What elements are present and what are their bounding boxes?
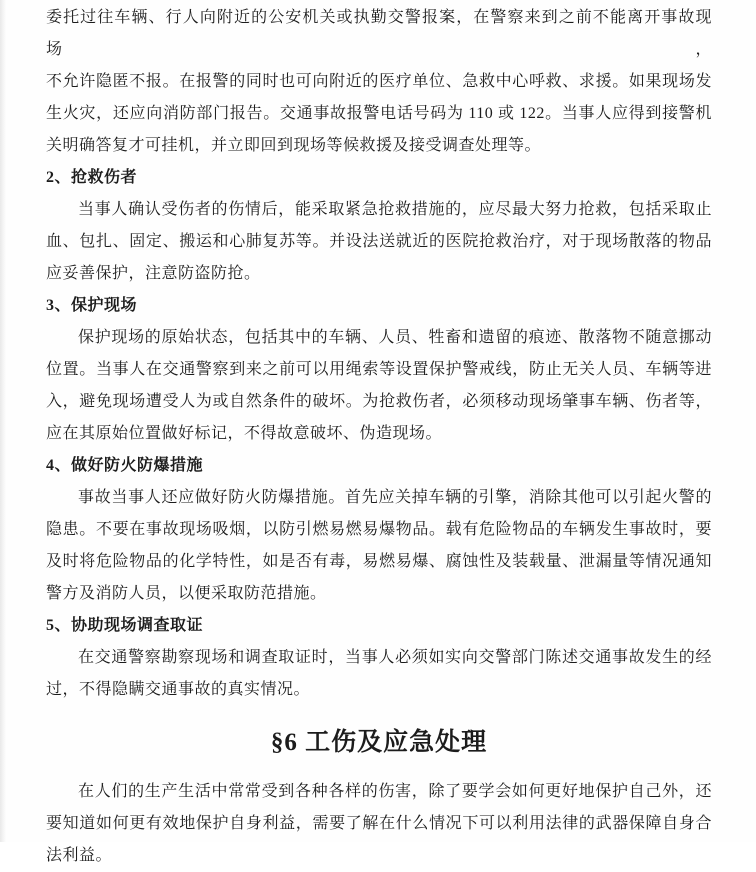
- section-heading-assist-investigation: 5、协助现场调查取证: [46, 617, 204, 634]
- paragraph-assist-investigation: [46, 642, 712, 706]
- body-line: 在交通警察勘察现场和调查取证时，当事人必须如实向交警部门陈述交通事故发生的经: [78, 649, 712, 666]
- body-line: 当事人确认受伤者的伤情后，能采取紧急抢救措施的，应尽最大努力抢救，包括采取止: [78, 201, 712, 218]
- body-line: 事故当事人还应做好防火防爆措施。首先应关掉车辆的引擎，消除其他可以引起火警的: [78, 489, 712, 506]
- paragraph-fire-prevention: [46, 482, 712, 610]
- body-line: 警方及消防人员，以便采取防范措施。: [46, 585, 327, 602]
- paragraph-work-injury-intro: [46, 776, 712, 872]
- body-line: 保护现场的原始状态，包括其中的车辆、人员、牲畜和遗留的痕迹、散落物不随意挪动: [78, 329, 712, 346]
- body-line: 隐患。不要在事故现场吸烟，以防引燃易燃易爆物品。载有危险物品的车辆发生事故时，要: [46, 521, 712, 538]
- body-line: 血、包扎、固定、搬运和心肺复苏等。并设法送就近的医院抢救治疗，对于现场散落的物品: [46, 233, 712, 250]
- body-line: 不允许隐匿不报。在报警的同时也可向附近的医疗单位、急救中心呼救、求援。如果现场发: [46, 73, 712, 90]
- body-line: 生火灾，还应向消防部门报告。交通事故报警电话号码为 110 或 122。当事人应得到接警机: [46, 105, 712, 122]
- paragraph-protect-scene: [46, 322, 712, 450]
- paragraph-continued: [46, 2, 712, 162]
- body-line: 应妥善保护，注意防盗防抢。: [46, 265, 261, 282]
- body-line: 过，不得隐瞒交通事故的真实情况。: [46, 681, 311, 698]
- section-heading-protect-scene: 3、保护现场: [46, 297, 138, 314]
- body-line: 要知道如何更有效地保护自身利益，需要了解在什么情况下可以利用法律的武器保障自身合: [46, 815, 712, 832]
- body-line: 应在其原始位置做好标记，不得故意破坏、伪造现场。: [46, 425, 443, 442]
- body-line: 及时将危险物品的化学特性，如是否有毒，易燃易爆、腐蚀性及装载量、泄漏量等情况通知: [46, 553, 712, 570]
- chapter-heading-work-injury: §6 工伤及应急处理: [270, 729, 488, 756]
- body-line: 关明确答复才可挂机，并立即回到现场等候救援及接受调查处理等。: [46, 137, 542, 154]
- body-line: 委托过往车辆、行人向附近的公安机关或执勤交警报案，在警察来到之前不能离开事故现场，: [46, 9, 712, 58]
- section-heading-fire-prevention: 4、做好防火防爆措施: [46, 457, 204, 474]
- body-line: 在人们的生产生活中常常受到各种各样的伤害，除了要学会如何更好地保护自己外，还: [78, 783, 712, 800]
- section-heading-rescue-injured: 2、抢救伤者: [46, 169, 138, 186]
- body-line: 位置。当事人在交通警察到来之前可以用绳索等设置保护警戒线，防止无关人员、车辆等进: [46, 361, 712, 378]
- paragraph-rescue-injured: [46, 194, 712, 290]
- body-line: 法利益。: [46, 847, 113, 864]
- body-line: 入，避免现场遭受人为或自然条件的破坏。为抢救伤者，必须移动现场肇事车辆、伤者等，: [46, 393, 712, 410]
